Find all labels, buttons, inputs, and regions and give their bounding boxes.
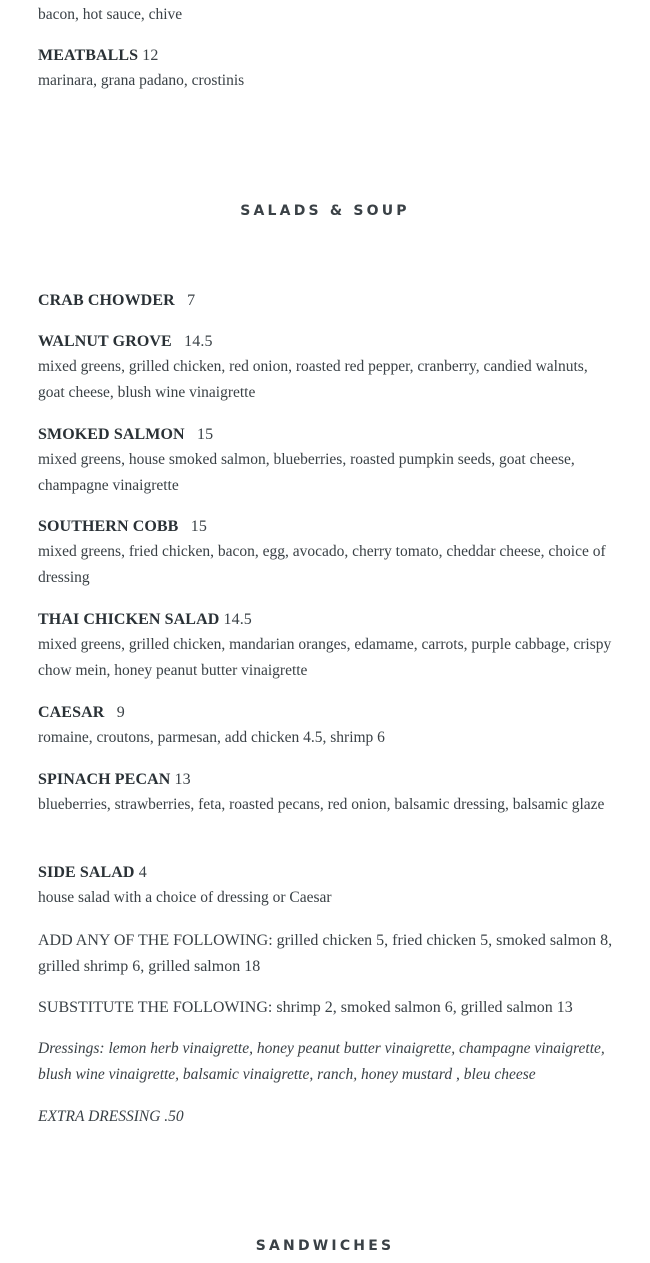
- item-description: romaine, croutons, parmesan, add chicken 4.5, shrimp 6: [38, 729, 385, 746]
- item-name: SOUTHERN COBB: [38, 518, 179, 535]
- item-title: [38, 610, 618, 630]
- item-title: [38, 46, 618, 66]
- item-description: house salad with a choice of dressing or Caesar: [38, 889, 332, 906]
- section-heading-salads-soup: SALADS & SOUP: [240, 203, 410, 219]
- dressings-note: Dressings: lemon herb vinaigrette, honey peanut butter vinaigrette, champagne vinaigrette, blush wine vinaigrette, balsamic vinaigrette, ranch, honey mustard , bleu cheese: [38, 1040, 605, 1083]
- item-title: [38, 517, 618, 537]
- item-title: [38, 703, 618, 723]
- menu-item-spinach-pecan: [38, 770, 618, 818]
- menu-item-side-salad: [38, 863, 618, 911]
- item-price: 7: [187, 292, 196, 309]
- item-price: 14.5: [223, 611, 252, 628]
- item-title: [38, 291, 618, 311]
- item-name: THAI CHICKEN SALAD: [38, 611, 220, 628]
- item-description: mixed greens, grilled chicken, mandarian oranges, edamame, carrots, purple cabbage, crispy chow mein, honey peanut butter vinaigrette: [38, 636, 612, 679]
- item-description: blueberries, strawberries, feta, roasted pecans, red onion, balsamic dressing, balsamic glaze: [38, 796, 605, 813]
- item-price: 13: [174, 771, 191, 788]
- item-name: SIDE SALAD: [38, 864, 135, 881]
- menu-item-southern-cobb: [38, 517, 618, 590]
- menu-item-thai-chicken-salad: [38, 610, 618, 683]
- item-price: 4: [138, 864, 147, 881]
- add-ons-note: ADD ANY OF THE FOLLOWING: grilled chicken 5, fried chicken 5, smoked salmon 8, grilled shrimp 6, grilled salmon 18: [38, 932, 613, 975]
- item-name: CRAB CHOWDER: [38, 292, 175, 309]
- section-heading-sandwiches: SANDWICHES: [255, 1238, 395, 1254]
- item-price: 15: [190, 518, 207, 535]
- item-price: 15: [196, 426, 214, 443]
- item-name: WALNUT GROVE: [38, 333, 172, 350]
- item-title: [38, 770, 618, 790]
- menu-item-smoked-salmon: [38, 425, 618, 498]
- menu-item-walnut-grove: [38, 332, 618, 405]
- item-description: mixed greens, grilled chicken, red onion, roasted red pepper, cranberry, candied walnuts, goat cheese, blush wine vinaigrette: [38, 358, 588, 401]
- menu-item-meatballs: [38, 46, 618, 94]
- extra-dressing-note: EXTRA DRESSING .50: [38, 1108, 184, 1125]
- item-name: SMOKED SALMON: [38, 426, 185, 443]
- item-name: CAESAR: [38, 704, 105, 721]
- menu-item-caesar: [38, 703, 618, 751]
- item-description: mixed greens, house smoked salmon, blueberries, roasted pumpkin seeds, goat cheese, champagne vinaigrette: [38, 451, 575, 494]
- item-name: SPINACH PECAN: [38, 771, 171, 788]
- partial-item-description: bacon, hot sauce, chive: [38, 6, 183, 23]
- item-name: MEATBALLS: [38, 47, 139, 64]
- substitutes-note: SUBSTITUTE THE FOLLOWING: shrimp 2, smoked salmon 6, grilled salmon 13: [38, 999, 573, 1016]
- item-price: 12: [142, 47, 159, 64]
- item-description: mixed greens, fried chicken, bacon, egg, avocado, cherry tomato, cheddar cheese, choice of dressing: [38, 543, 606, 586]
- item-title: [38, 332, 618, 352]
- item-price: 14.5: [184, 333, 213, 350]
- item-description: marinara, grana padano, crostinis: [38, 72, 245, 89]
- item-title: [38, 863, 618, 883]
- menu-item-crab-chowder: [38, 291, 618, 311]
- item-title: [38, 425, 618, 445]
- item-price: 9: [116, 704, 125, 721]
